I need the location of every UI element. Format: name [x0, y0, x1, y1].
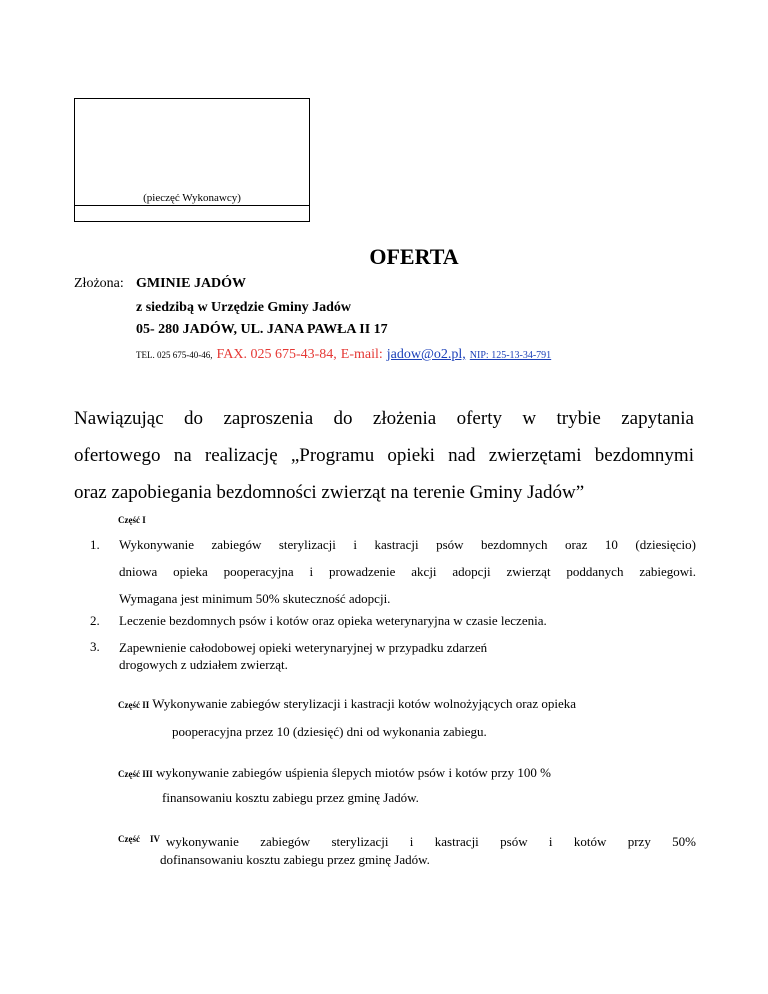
addressee-label: Złożona:	[74, 276, 124, 291]
part-4-line-2: dofinansowaniu kosztu zabiegu przez gminę Jadów.	[160, 852, 430, 867]
addressee-address: 05- 280 JADÓW, UL. JANA PAWŁA II 17	[136, 322, 388, 337]
part-3-text: wykonywanie zabiegów uśpienia ślepych miotów psów i kotów przy 100 %	[156, 765, 551, 780]
part-2-line-2: pooperacyjna przez 10 (dziesięć) dni od wykonania zabiegu.	[172, 724, 487, 739]
list-text: Wymagana jest minimum 50% skuteczność adopcji.	[119, 591, 391, 606]
email-label: E-mail:	[340, 347, 383, 362]
part-3-line-2: finansowaniu kosztu zabiegu przez gminę Jadów.	[162, 790, 419, 805]
list-text: drogowych z udziałem zwierząt.	[119, 657, 288, 672]
part-4-label-number: IV	[150, 834, 161, 844]
part-2-label: Część II	[118, 700, 150, 710]
email-link[interactable]: jadow@o2.pl,	[386, 347, 466, 362]
part-1-label: Część I	[118, 515, 146, 525]
intro-line: ofertowego na realizację „Programu opieki nad zwierzętami bezdomnymi	[74, 445, 694, 466]
part-3-label: Część III	[118, 769, 153, 779]
stamp-label: (pieczęć Wykonawcy)	[143, 192, 241, 204]
phone-text: TEL. 025 675-40-46,	[136, 350, 213, 360]
part-2-line-1	[118, 696, 576, 712]
list-number: 2.	[90, 613, 100, 628]
part-4-text: wykonywanie zabiegów sterylizacji i kastracji psów i kotów przy 50%	[166, 834, 696, 849]
list-text: dniowa opieka pooperacyjna i prowadzenie akcji adopcji zwierząt poddanych zabiegowi.	[119, 564, 696, 579]
list-text: Zapewnienie całodobowej opieki weterynaryjnej w przypadku zdarzeń	[119, 640, 488, 655]
page-title: OFERTA	[369, 244, 459, 269]
list-number: 3.	[90, 639, 100, 654]
part-4-label: Część	[118, 834, 140, 844]
intro-paragraph	[74, 400, 694, 511]
list-number: 1.	[90, 537, 100, 552]
list-text: Wykonywanie zabiegów sterylizacji i kastracji psów bezdomnych oraz 10 (dziesięcio)	[119, 537, 696, 552]
addressee-contact	[136, 345, 551, 363]
part-3-line-1	[118, 765, 551, 781]
nip-text: NIP: 125-13-34-791	[469, 350, 552, 361]
intro-line: oraz zapobiegania bezdomności zwierząt na terenie Gminy Jadów”	[74, 482, 585, 503]
part-2-text: Wykonywanie zabiegów sterylizacji i kastracji kotów wolnożyjących oraz opieka	[152, 696, 576, 711]
part-4-line-1	[118, 834, 696, 850]
stamp-divider	[74, 205, 310, 206]
addressee-seat: z siedzibą w Urzędzie Gminy Jadów	[136, 300, 352, 315]
fax-text: FAX. 025 675-43-84,	[216, 347, 337, 362]
intro-line: Nawiązując do zaproszenia do złożenia oferty w trybie zapytania	[74, 408, 694, 429]
list-text: Leczenie bezdomnych psów i kotów oraz opieka weterynaryjna w czasie leczenia.	[119, 613, 547, 628]
addressee-name: GMINIE JADÓW	[136, 276, 247, 291]
